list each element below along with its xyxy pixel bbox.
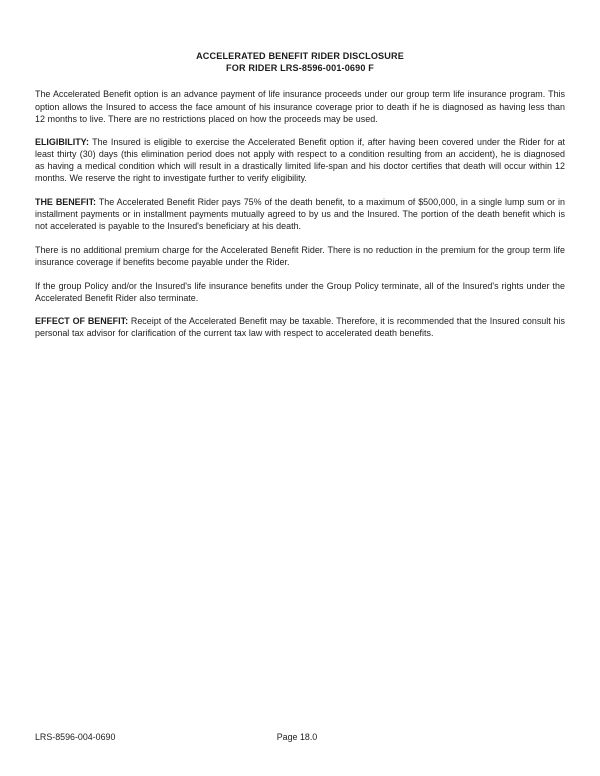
paragraph-lead: THE BENEFIT: [35,197,97,208]
page-footer [35,731,565,745]
title-line-1: ACCELERATED BENEFIT RIDER DISCLOSURE [196,51,404,61]
document-body [35,50,565,339]
paragraph-text: The Insured is eligible to exercise the Accelerated Benefit option if, after having been covered under the Rider for at least thirty (30) days (this elimination period does not apply with respect to a condition resulting from an accident), he is diagnosed as having a medical condition which will result in a drastically limited life-span and his doctor certifies that death will occur within 12 months. We reserve the right to investigate further to verify eligibility. [35,137,565,184]
paragraph-overview [35,88,565,124]
paragraph-termination [35,280,565,304]
title-line-2: FOR RIDER LRS-8596-001-0690 F [226,63,374,74]
footer-page-number: Page 18.0 [276,732,318,742]
paragraph-eligibility [35,136,565,184]
paragraph-text: There is no additional premium charge for the Accelerated Benefit Rider. There is no reduction in the premium for the group term life insurance coverage if benefits become payable under the Rider. [35,244,565,267]
paragraph-text: Receipt of the Accelerated Benefit may be taxable. Therefore, it is recommended that the Insured consult his personal tax advisor for clarification of the current tax law with respect to accelerated death benefits. [35,316,565,339]
footer-form-number: LRS-8596-004-0690 [35,732,116,742]
paragraph-lead: ELIGIBILITY: [35,137,89,148]
paragraph-text: If the group Policy and/or the Insured's life insurance benefits under the Group Policy terminate, all of the Insured's rights under the Accelerated Benefit Rider also terminate. [35,280,565,303]
paragraph-text: The Accelerated Benefit Rider pays 75% of the death benefit, to a maximum of $500,000, in a single lump sum or in installment payments or in installment payments mutually agreed to by us and the Insured. The portion of the death benefit which is not accelerated is payable to the Insured's beneficiary at his death. [35,197,565,232]
paragraph-lead: EFFECT OF BENEFIT: [35,316,129,327]
paragraph-premium-charge [35,244,565,268]
paragraph-text: The Accelerated Benefit option is an advance payment of life insurance proceeds under our group term life insurance program. This option allows the Insured to access the face amount of his insurance coverage prior to death if he is diagnosed as having less than 12 months to live. There are no restrictions placed on how the proceeds may be used. [35,89,565,124]
paragraph-the-benefit [35,196,565,232]
document-title [35,50,565,74]
paragraph-effect-of-benefit [35,315,565,339]
